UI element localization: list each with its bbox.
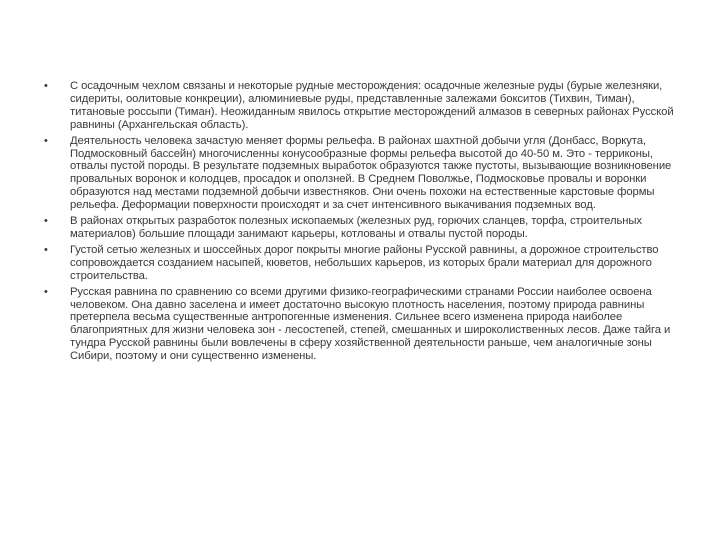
bullet-dot-icon: •: [44, 285, 48, 298]
bullet-dot-icon: •: [44, 80, 48, 92]
bullet-item-ore-deposits: [44, 80, 676, 132]
bullet-text: Густой сетью железных и шоссейных дорог покрыты многие районы Русской равнины, а дорожное строительство сопровождается созданием насыпей, кюветов, небольших карьеров, из которых брали материал для дорожного строительства.: [70, 243, 659, 282]
bullet-text: Деятельность человека зачастую меняет формы рельефа. В районах шахтной добычи угля (Донбасс, Воркута, Подмосковный бассейн) многочисленны конусообразные формы рельефа высотой до 40-50 м. Это - терриконы, отвалы пустой породы. В результате подземных выработок образуются также пустоты, вызывающие возникновение провальных воронок и колодцев, просадок и оползней. В Среднем Поволжье, Подмосковье провалы и воронки образуются над местами подземной добычи известняков. Они очень похожи на естественные карстовые формы рельефа. Деформации поверхности происходят и за счет интенсивного выкачивания подземных вод.: [70, 134, 672, 212]
bullet-text: В районах открытых разработок полезных ископаемых (железных руд, горючих сланцев, торфа, строительных материалов) большие площади занимают карьеры, котлованы и отвалы пустой породы.: [70, 215, 642, 240]
bullet-list: [44, 80, 676, 366]
bullet-item-roads: [44, 244, 676, 283]
bullet-item-open-pit-mining: [44, 215, 676, 241]
bullet-text: С осадочным чехлом связаны и некоторые рудные месторождения: осадочные железные руды (бурые железняки, сидериты, оолитовые конкреции), алюминиевые руды, представленные залежами бокситов (Тихвин, Тиман), титановые россыпи (Тиман). Неожиданным явилось открытие месторождений алмазов в северных районах Русской равнины (Архангельская область).: [70, 80, 674, 131]
bullet-text: Русская равнина по сравнению со всеми другими физико-географическими странами России наиболее освоена человеком. Она давно заселена и имеет достаточно высокую плотность населения, поэтому природа равнины претерпела весьма существенные антропогенные изменения. Сильнее всего изменена природа наиболее благоприятных для жизни человека зон - лесостепей, степей, смешанных и широколиственных лесов. Даже тайга и тундра Русской равнины были вовлечены в сферу хозяйственной деятельности раньше, чем аналогичные зоны Сибири, поэтому и они существенно изменены.: [70, 285, 671, 363]
bullet-dot-icon: •: [44, 215, 48, 228]
bullet-item-russian-plain: [44, 286, 676, 363]
bullet-dot-icon: •: [44, 134, 48, 147]
bullet-dot-icon: •: [44, 243, 48, 256]
bullet-item-human-activity: [44, 135, 676, 212]
